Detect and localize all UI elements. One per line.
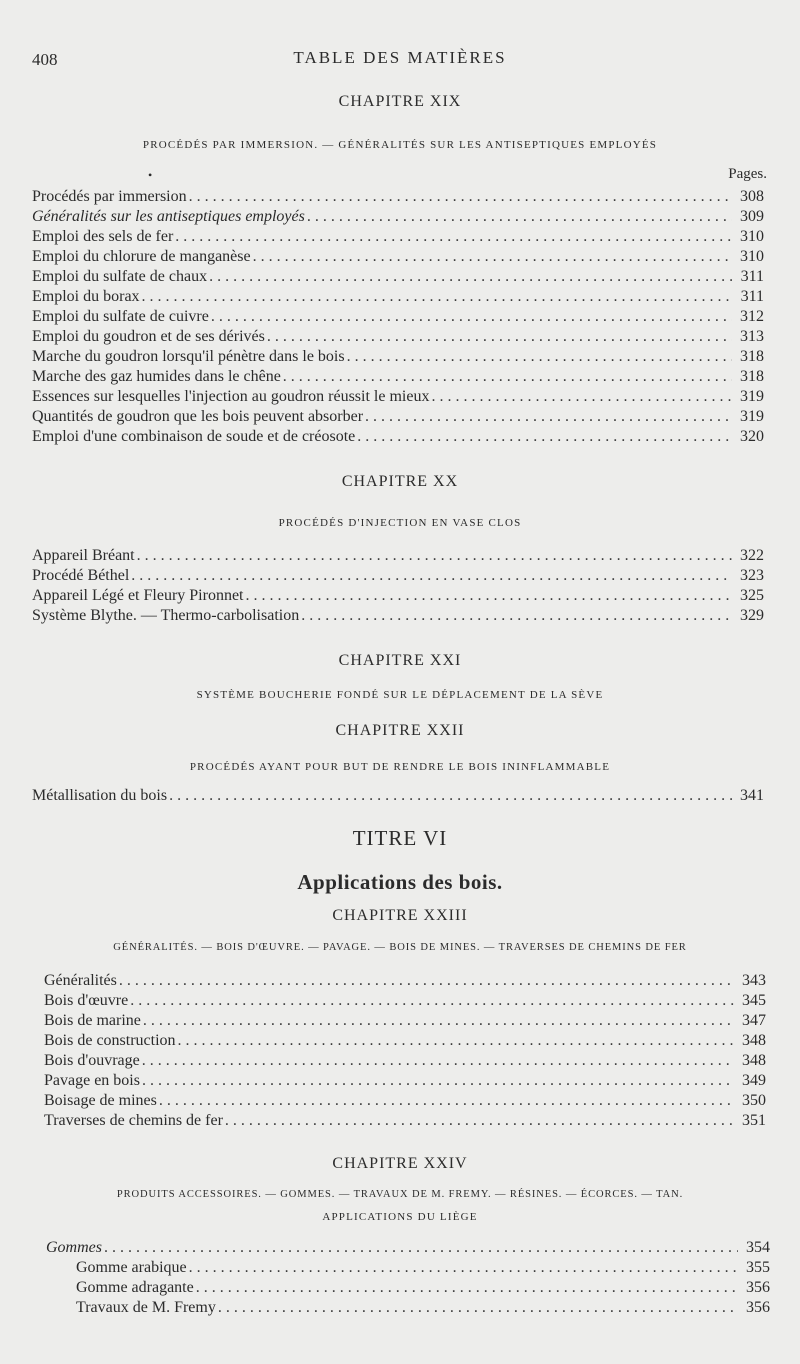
entry-page: 319 (740, 408, 764, 425)
chapter-21-title: CHAPITRE XXI (338, 652, 462, 669)
entry-text: Généralités sur les antiseptiques employés (32, 208, 305, 225)
toc-entry (32, 388, 764, 408)
entry-page: 318 (740, 368, 764, 385)
entry-text: Emploi du goudron et de ses dérivés (32, 328, 265, 345)
entry-text: Gommes (46, 1239, 102, 1256)
entry-text: Emploi du sulfate de chaux (32, 268, 208, 285)
entry-page: 350 (742, 1092, 766, 1109)
entry-page: 343 (742, 972, 766, 989)
toc-entry (32, 228, 764, 248)
entry-text: Essences sur lesquelles l'injection au goudron réussit le mieux (32, 388, 430, 405)
page-number: 408 (32, 50, 58, 69)
entry-text: Emploi des sels de fer (32, 228, 174, 245)
entry-text: Appareil Bréant (32, 547, 135, 564)
entry-page: 345 (742, 992, 766, 1009)
toc-entry (44, 1012, 766, 1032)
toc-entry (32, 567, 764, 587)
entry-text: Appareil Légé et Fleury Pironnet (32, 587, 244, 604)
entry-page: 329 (740, 607, 764, 624)
chapter-22-subtitle: PROCÉDÉS AYANT POUR BUT DE RENDRE LE BOIS ININFLAMMABLE (189, 761, 611, 773)
entry-page: 325 (740, 587, 764, 604)
chapter-24-title: CHAPITRE XXIV (332, 1155, 468, 1172)
toc-entry (44, 1052, 766, 1072)
toc-entry (76, 1279, 770, 1299)
chapter-23-subtitle: GÉNÉRALITÉS. — BOIS D'ŒUVRE. — PAVAGE. — BOIS DE MINES. — TRAVERSES DE CHEMINS DE FER (113, 942, 687, 953)
entry-text: Généralités (44, 972, 117, 989)
entry-text: Quantités de goudron que les bois peuvent absorber (32, 408, 364, 425)
toc-entry (32, 607, 764, 627)
toc-entry (46, 1239, 770, 1259)
entry-page: 355 (746, 1259, 770, 1276)
toc-entry (44, 1092, 766, 1112)
entry-text: Métallisation du bois (32, 787, 168, 804)
entry-text: Gomme arabique (76, 1259, 187, 1276)
titre-6-subtitle: Applications des bois. (297, 870, 503, 894)
entry-page: 347 (742, 1012, 766, 1029)
entry-text: Traverses de chemins de fer (44, 1112, 223, 1129)
chapter-24-subtitle-line2: APPLICATIONS DU LIÈGE (322, 1211, 478, 1223)
entry-page: 354 (746, 1239, 770, 1256)
entry-page: 351 (742, 1112, 766, 1129)
toc-entry (32, 208, 764, 228)
entry-text: Pavage en bois (44, 1072, 140, 1089)
chapter-19-subtitle: PROCÉDÉS PAR IMMERSION. — GÉNÉRALITÉS SUR LES ANTISEPTIQUES EMPLOYÉS (142, 139, 658, 151)
entry-page: 311 (740, 288, 764, 305)
entry-page: 356 (746, 1299, 770, 1316)
entry-page: 348 (742, 1052, 766, 1069)
toc-entry (32, 587, 764, 607)
entry-page: 319 (740, 388, 764, 405)
entry-page: 341 (740, 787, 764, 804)
entry-text: Emploi du sulfate de cuivre (32, 308, 209, 325)
entry-page: 348 (742, 1032, 766, 1049)
chapter-20-title: CHAPITRE XX (341, 473, 459, 490)
pages-label: Pages. (728, 166, 767, 182)
entry-text: Marche du goudron lorsqu'il pénètre dans le bois (32, 348, 345, 365)
entry-text: Système Blythe. — Thermo-carbolisation (32, 607, 300, 624)
toc-entry (32, 368, 764, 388)
entry-text: Procédés par immersion (32, 188, 187, 205)
entry-text: Procédé Béthel (32, 567, 130, 584)
entry-page: 323 (740, 567, 764, 584)
entry-page: 318 (740, 348, 764, 365)
entry-text: Bois d'œuvre (44, 992, 129, 1009)
toc-entry (44, 1032, 766, 1052)
toc-entry (44, 1072, 766, 1092)
toc-entry (76, 1259, 770, 1279)
chapter-20-subtitle: PROCÉDÉS D'INJECTION EN VASE CLOS (278, 517, 522, 529)
toc-entry (32, 348, 764, 368)
stray-dot: • (148, 168, 153, 182)
entry-text: Emploi du chlorure de manganèse (32, 248, 251, 265)
entry-text: Marche des gaz humides dans le chêne (32, 368, 281, 385)
toc-entry (32, 408, 764, 428)
toc-entry (32, 248, 764, 268)
toc-entry (32, 547, 764, 567)
entry-text: Bois de construction (44, 1032, 176, 1049)
entry-page: 312 (740, 308, 764, 325)
entry-page: 309 (740, 208, 764, 225)
entry-page: 349 (742, 1072, 766, 1089)
running-title: TABLE DES MATIÈRES (293, 48, 507, 67)
toc-entry (44, 1112, 766, 1132)
entry-page: 313 (740, 328, 764, 345)
entry-text: Emploi d'une combinaison de soude et de créosote (32, 428, 356, 445)
toc-entry (32, 328, 764, 348)
entry-page: 320 (740, 428, 764, 445)
entry-page: 310 (740, 228, 764, 245)
entry-page: 311 (740, 268, 764, 285)
toc-entry (76, 1299, 770, 1319)
entry-text: Emploi du borax (32, 288, 140, 305)
entry-page: 356 (746, 1279, 770, 1296)
toc-entry (32, 308, 764, 328)
titre-6-title: TITRE VI (352, 826, 448, 850)
entry-page: 308 (740, 188, 764, 205)
chapter-19-title: CHAPITRE XIX (338, 93, 462, 110)
entry-page: 322 (740, 547, 764, 564)
toc-entry (32, 787, 764, 807)
entry-text: Travaux de M. Fremy (76, 1299, 216, 1316)
toc-entry (44, 972, 766, 992)
toc-entry (32, 428, 764, 448)
chapter-24-subtitle-line1: PRODUITS ACCESSOIRES. — GOMMES. — TRAVAUX DE M. FREMY. — RÉSINES. — ÉCORCES. — TAN. (116, 1189, 684, 1200)
toc-entry (32, 188, 764, 208)
entry-text: Gomme adragante (76, 1279, 194, 1296)
entry-text: Boisage de mines (44, 1092, 157, 1109)
chapter-21-subtitle: SYSTÈME BOUCHERIE FONDÉ SUR LE DÉPLACEMENT DE LA SÈVE (196, 689, 604, 701)
chapter-22-title: CHAPITRE XXII (335, 722, 465, 739)
chapter-23-title: CHAPITRE XXIII (332, 907, 468, 924)
entry-page: 310 (740, 248, 764, 265)
toc-entry (32, 268, 764, 288)
entry-text: Bois d'ouvrage (44, 1052, 140, 1069)
toc-entry (44, 992, 766, 1012)
entry-text: Bois de marine (44, 1012, 141, 1029)
toc-entry (32, 288, 764, 308)
